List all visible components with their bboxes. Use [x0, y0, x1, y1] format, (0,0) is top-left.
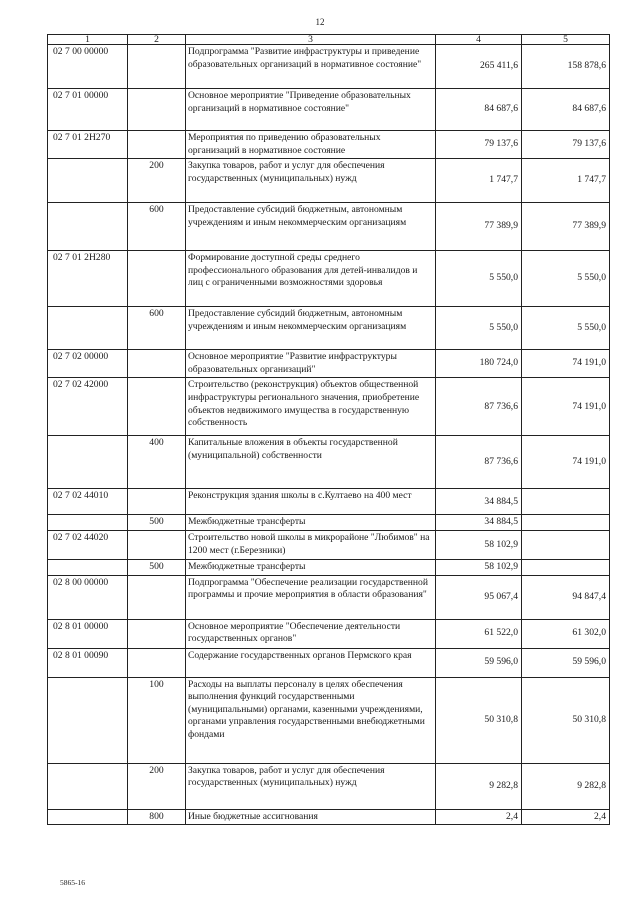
- header-col-2: 2: [128, 35, 186, 45]
- row-kvr: [128, 648, 186, 677]
- row-code: [48, 436, 128, 489]
- row-value-2: 1 747,7: [522, 159, 610, 203]
- row-code: 02 7 02 00000: [48, 350, 128, 378]
- table-row: [48, 45, 610, 89]
- row-name: Межбюджетные трансферты: [186, 515, 436, 531]
- row-value-2: 74 191,0: [522, 378, 610, 436]
- header-col-3: 3: [186, 35, 436, 45]
- row-code: 02 8 01 00000: [48, 619, 128, 648]
- row-kvr: 800: [128, 809, 186, 825]
- row-code: 02 8 01 00090: [48, 648, 128, 677]
- row-code: [48, 159, 128, 203]
- table-row: [48, 763, 610, 809]
- row-code: 02 7 02 44020: [48, 530, 128, 559]
- row-name: Расходы на выплаты персоналу в целях обеспечения выполнения функций государственными (муниципальными) органами, казенными учреждениями, органами управления государственными внебюджетными фондами: [186, 677, 436, 763]
- row-value-1: 180 724,0: [436, 350, 522, 378]
- row-value-2: 9 282,8: [522, 763, 610, 809]
- row-code: [48, 559, 128, 575]
- page-number: 12: [315, 17, 325, 27]
- table-row: [48, 530, 610, 559]
- row-kvr: [128, 350, 186, 378]
- table-row: [48, 436, 610, 489]
- row-code: 02 7 02 44010: [48, 489, 128, 515]
- row-name: Предоставление субсидий бюджетным, автономным учреждениям и иным некоммерческим организациям: [186, 307, 436, 350]
- row-value-1: 87 736,6: [436, 378, 522, 436]
- row-name: Предоставление субсидий бюджетным, автономным учреждениям и иным некоммерческим организациям: [186, 203, 436, 251]
- row-code: [48, 515, 128, 531]
- row-code: 02 8 00 00000: [48, 575, 128, 619]
- row-name: Закупка товаров, работ и услуг для обеспечения государственных (муниципальных) нужд: [186, 159, 436, 203]
- table-row: [48, 89, 610, 131]
- row-name: Межбюджетные трансферты: [186, 559, 436, 575]
- row-value-2: 94 847,4: [522, 575, 610, 619]
- row-kvr: [128, 45, 186, 89]
- row-value-1: 1 747,7: [436, 159, 522, 203]
- row-kvr: 100: [128, 677, 186, 763]
- row-kvr: [128, 575, 186, 619]
- row-value-1: 5 550,0: [436, 307, 522, 350]
- row-value-1: 61 522,0: [436, 619, 522, 648]
- table-row: [48, 159, 610, 203]
- row-name: Строительство новой школы в микрорайоне "Любимов" на 1200 мест (г.Березники): [186, 530, 436, 559]
- header-col-1: 1: [48, 35, 128, 45]
- row-value-2: 74 191,0: [522, 350, 610, 378]
- table-row: [48, 575, 610, 619]
- row-kvr: 500: [128, 559, 186, 575]
- table-row: [48, 378, 610, 436]
- row-value-2: [522, 559, 610, 575]
- row-code: 02 7 00 00000: [48, 45, 128, 89]
- row-value-1: 79 137,6: [436, 131, 522, 159]
- row-value-2: 61 302,0: [522, 619, 610, 648]
- row-value-1: 34 884,5: [436, 489, 522, 515]
- table-row: [48, 515, 610, 531]
- row-code: 02 7 02 42000: [48, 378, 128, 436]
- table-row: [48, 619, 610, 648]
- row-name: Подпрограмма "Обеспечение реализации государственной программы и прочие мероприятия в области образования": [186, 575, 436, 619]
- table-row: [48, 489, 610, 515]
- row-value-1: 58 102,9: [436, 559, 522, 575]
- table-row: [48, 559, 610, 575]
- row-name: Формирование доступной среды среднего профессионального образования для детей-инвалидов и лиц с ограниченными возможностями здоровья: [186, 251, 436, 307]
- row-code: [48, 763, 128, 809]
- row-kvr: 400: [128, 436, 186, 489]
- row-code: [48, 307, 128, 350]
- row-code: 02 7 01 2Н270: [48, 131, 128, 159]
- row-kvr: [128, 489, 186, 515]
- row-kvr: 600: [128, 307, 186, 350]
- row-value-1: 59 596,0: [436, 648, 522, 677]
- row-value-2: 2,4: [522, 809, 610, 825]
- row-name: Строительство (реконструкция) объектов общественной инфраструктуры регионального значения, приобретение объектов недвижимого имущества в государственную собственность: [186, 378, 436, 436]
- row-code: [48, 809, 128, 825]
- budget-table: [47, 34, 610, 825]
- row-name: Содержание государственных органов Пермского края: [186, 648, 436, 677]
- row-name: Мероприятия по приведению образовательных организаций в нормативное состояние: [186, 131, 436, 159]
- row-value-1: 58 102,9: [436, 530, 522, 559]
- row-value-2: 5 550,0: [522, 307, 610, 350]
- row-value-1: 9 282,8: [436, 763, 522, 809]
- table-row: [48, 307, 610, 350]
- row-name: Основное мероприятие "Приведение образовательных организаций в нормативное состояние": [186, 89, 436, 131]
- table-row: [48, 677, 610, 763]
- row-value-2: 5 550,0: [522, 251, 610, 307]
- row-value-1: 84 687,6: [436, 89, 522, 131]
- row-kvr: 500: [128, 515, 186, 531]
- row-value-2: 77 389,9: [522, 203, 610, 251]
- row-name: Капитальные вложения в объекты государственной (муниципальной) собственности: [186, 436, 436, 489]
- row-code: [48, 203, 128, 251]
- row-value-2: [522, 530, 610, 559]
- row-value-2: 59 596,0: [522, 648, 610, 677]
- header-col-4: 4: [436, 35, 522, 45]
- row-name: Реконструкция здания школы в с.Култаево на 400 мест: [186, 489, 436, 515]
- row-name: Подпрограмма "Развитие инфраструктуры и приведение образовательных организаций в нормативное состояние": [186, 45, 436, 89]
- row-kvr: 200: [128, 159, 186, 203]
- row-kvr: [128, 619, 186, 648]
- row-kvr: [128, 378, 186, 436]
- table-row: [48, 203, 610, 251]
- row-value-2: 158 878,6: [522, 45, 610, 89]
- table-row: [48, 350, 610, 378]
- row-name: Основное мероприятие "Обеспечение деятельности государственных органов": [186, 619, 436, 648]
- row-value-1: 265 411,6: [436, 45, 522, 89]
- row-value-2: 84 687,6: [522, 89, 610, 131]
- row-value-2: [522, 489, 610, 515]
- row-code: 02 7 01 2Н280: [48, 251, 128, 307]
- row-name: Основное мероприятие "Развитие инфраструктуры образовательных организаций": [186, 350, 436, 378]
- table-row: [48, 251, 610, 307]
- table-row: [48, 648, 610, 677]
- row-code: [48, 677, 128, 763]
- row-name: Иные бюджетные ассигнования: [186, 809, 436, 825]
- row-kvr: 600: [128, 203, 186, 251]
- row-kvr: [128, 89, 186, 131]
- row-value-1: 87 736,6: [436, 436, 522, 489]
- table-row: [48, 809, 610, 825]
- row-name: Закупка товаров, работ и услуг для обеспечения государственных (муниципальных) нужд: [186, 763, 436, 809]
- table-header-row: [48, 35, 610, 45]
- row-kvr: 200: [128, 763, 186, 809]
- row-value-2: 79 137,6: [522, 131, 610, 159]
- row-value-1: 77 389,9: [436, 203, 522, 251]
- row-value-1: 50 310,8: [436, 677, 522, 763]
- footer-code: 5865-16: [60, 878, 85, 887]
- row-value-1: 2,4: [436, 809, 522, 825]
- row-value-1: 34 884,5: [436, 515, 522, 531]
- row-code: 02 7 01 00000: [48, 89, 128, 131]
- row-value-2: 74 191,0: [522, 436, 610, 489]
- table-row: [48, 131, 610, 159]
- row-value-1: 95 067,4: [436, 575, 522, 619]
- row-kvr: [128, 131, 186, 159]
- row-value-1: 5 550,0: [436, 251, 522, 307]
- row-value-2: 50 310,8: [522, 677, 610, 763]
- row-kvr: [128, 251, 186, 307]
- row-kvr: [128, 530, 186, 559]
- header-col-5: 5: [522, 35, 610, 45]
- row-value-2: [522, 515, 610, 531]
